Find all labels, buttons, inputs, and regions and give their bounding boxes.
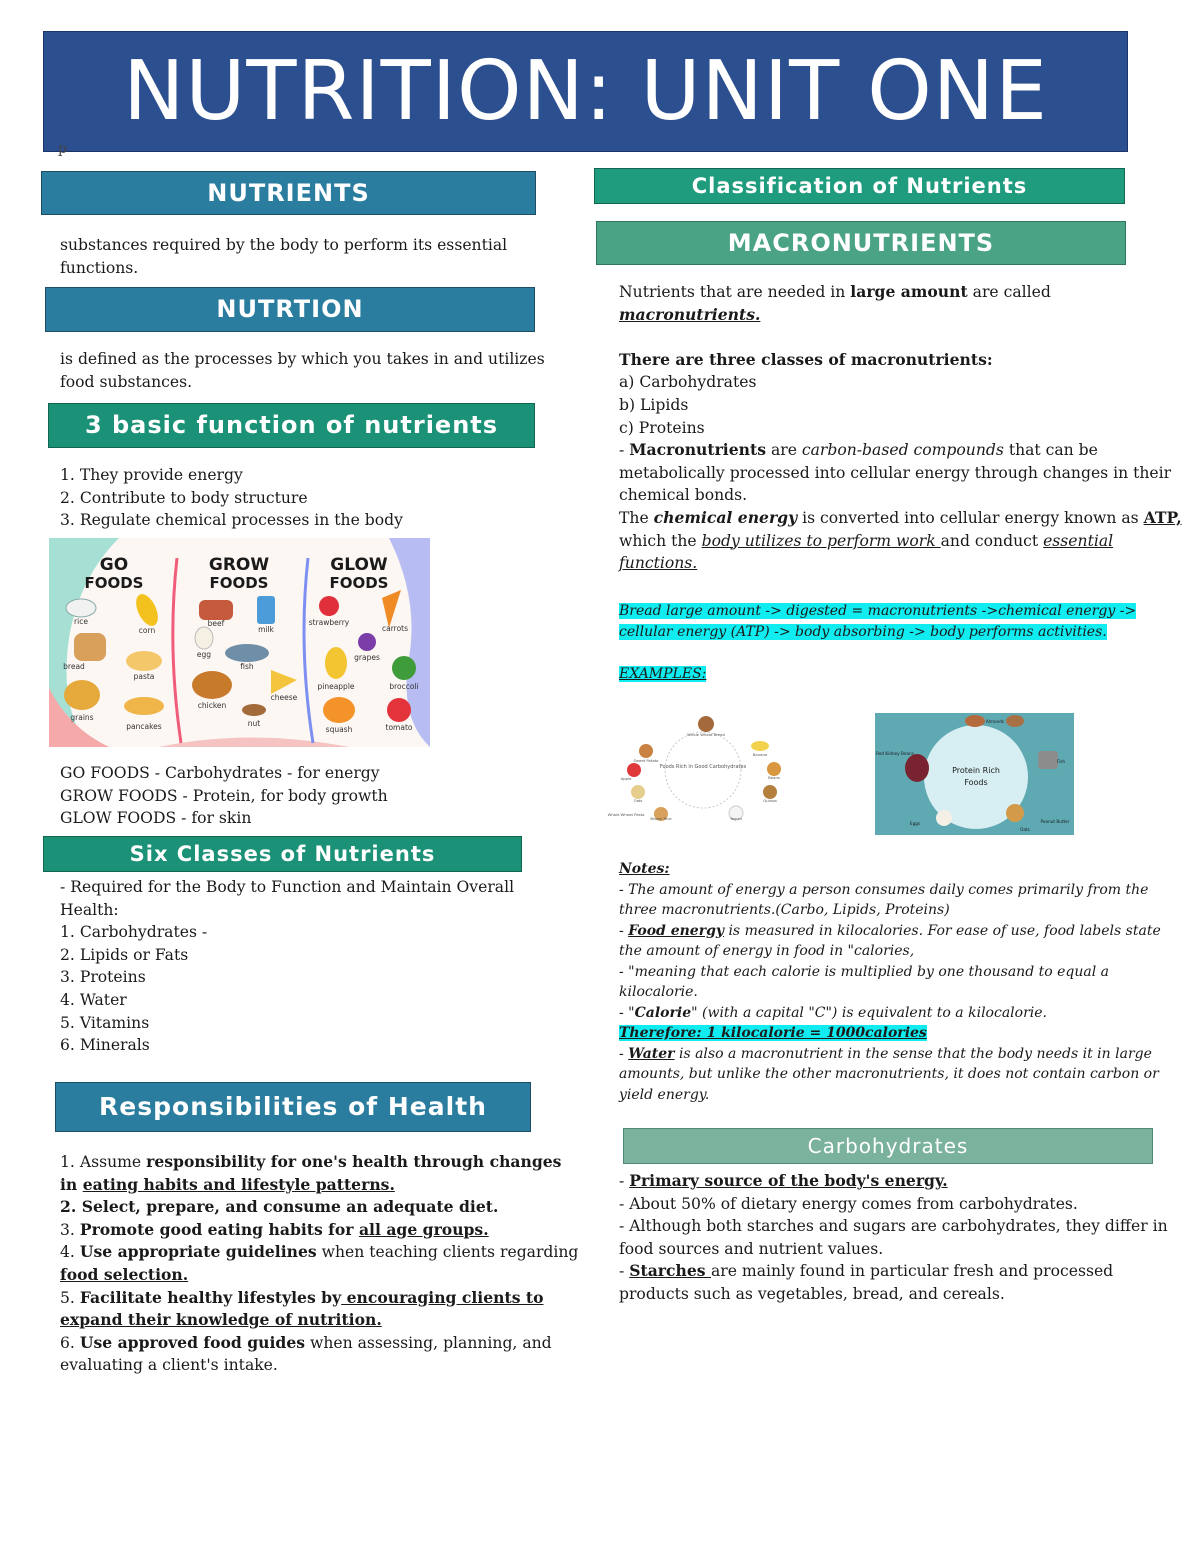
carb-food-label: Whole Wheat Bread xyxy=(687,732,725,737)
food-label: beef xyxy=(207,619,225,628)
food-label: nut xyxy=(247,719,261,728)
food-label: broccoli xyxy=(389,682,419,691)
food-label: pancakes xyxy=(126,722,162,731)
protein-food-label: Peanut Butter xyxy=(1040,819,1070,824)
carbohydrates-heading: Carbohydrates xyxy=(623,1128,1153,1164)
protein-food-label: Almonds xyxy=(985,719,1005,724)
notes-section: Notes: - The amount of energy a person consumes daily comes primarily from the three macronutrients.(Carbo, Lipids, Proteins) - Food energy is measured in kilocalories. For ease of use, food labels state the amount of energy in food in "calories, - "meaning that each calorie is multiplied by one thousand to equal a kilocalorie. - "Calorie" (with a capital "C") is equivalent to a kilocalorie. Therefore: 1 kilocalorie = 1000calories - Water is also a macronutrient in the sense that the body needs it in large amounts, but unlike the other macronutrients, it does not contain carbon or yield energy. xyxy=(619,861,1161,1103)
protein-food-label: Fish xyxy=(1056,759,1066,764)
protein-food-label: Eggs xyxy=(909,821,921,826)
carb-food-label: Brown Rice xyxy=(650,816,672,821)
list-item: b) Lipids xyxy=(619,395,689,414)
nutrition-heading: NUTRTION xyxy=(45,287,535,332)
food-label: pasta xyxy=(133,672,155,681)
protein-foods-image xyxy=(875,713,1074,835)
six-classes-list xyxy=(60,876,540,1057)
responsibilities-list xyxy=(60,1151,580,1377)
list-item: 6. Use approved food guides when assessing, planning, and evaluating a client's intake. xyxy=(60,1332,552,1375)
carb-food-label: Beans xyxy=(768,775,780,780)
list-item: 6. Minerals xyxy=(60,1036,150,1055)
list-item: 3. Proteins xyxy=(60,968,146,987)
list-item: GROW FOODS - Protein, for body growth xyxy=(60,786,388,805)
go-grow-glow-foods-image xyxy=(49,538,430,747)
carb-food-label: Quinoa xyxy=(763,798,777,803)
macronutrient-flow: Bread large amount -> digested = macronutrients ->chemical energy -> cellular energy (ATP) -> body absorbing -> body performs activities. xyxy=(619,603,1137,640)
carb-food-label: Banana xyxy=(752,752,768,757)
basic-functions-list xyxy=(60,464,403,532)
food-label: egg xyxy=(196,650,212,659)
list-item: c) Proteins xyxy=(619,418,705,437)
list-item: GO FOODS - Carbohydrates - for energy xyxy=(60,764,380,782)
list-item: 2. Lipids or Fats xyxy=(60,945,189,964)
glow-subtitle: FOODS xyxy=(329,574,389,592)
list-item: 1. They provide energy xyxy=(60,466,243,484)
food-groups-list xyxy=(60,762,388,830)
grow-subtitle: FOODS xyxy=(209,574,269,592)
list-item: 3. Promote good eating habits for all age groups. xyxy=(60,1219,489,1239)
food-label: cheese xyxy=(270,693,298,702)
go-subtitle: FOODS xyxy=(84,574,144,592)
list-item: 5. Vitamins xyxy=(60,1013,150,1032)
carbohydrates-body: - Primary source of the body's energy. - About 50% of dietary energy comes from carbohydrates. - Although both starches and sugars are carbohydrates, they differ in food sources and nutrient values. - Starches are mainly found in particular fresh and processed products such as vegetables, bread, and cereals. xyxy=(619,1171,1168,1303)
protein-center-label-1: Protein Rich xyxy=(952,766,1000,775)
responsibilities-heading: Responsibilities of Health xyxy=(55,1082,531,1132)
nutrients-heading: NUTRIENTS xyxy=(41,171,536,215)
list-item: 4. Use appropriate guidelines when teaching clients regarding food selection. xyxy=(60,1242,579,1284)
carb-food-label: Yogurt xyxy=(729,816,743,821)
list-item: 1. Carbohydrates - xyxy=(60,923,208,942)
carb-food-label: Oats xyxy=(633,798,643,803)
list-item: GLOW FOODS - for skin xyxy=(60,809,252,828)
food-label: rice xyxy=(74,617,88,626)
protein-food-label: Red Kidney Beans xyxy=(876,751,914,756)
six-classes-heading: Six Classes of Nutrients xyxy=(43,836,522,872)
food-label: squash xyxy=(325,725,353,734)
protein-center-label-2: Foods xyxy=(964,778,988,787)
list-item: 2. Contribute to body structure xyxy=(60,488,308,507)
list-item: 5. Facilitate healthy lifestyles by encouraging clients to expand their knowledge of nutrition. xyxy=(60,1287,544,1330)
macronutrients-body: Nutrients that are needed in large amount are called macronutrients. There are three classes of macronutrients: a) Carbohydrates b) Lipids c) Proteins - Macronutrients are carbon-based compounds that can be metabolically processed into cellular energy through changes in their chemical bonds. The chemical energy is converted into cellular energy known as ATP, which the body utilizes to perform work and conduct essential functions. xyxy=(619,281,1184,575)
carb-food-label: Sweet Potato xyxy=(633,758,659,763)
list-item: 3. Regulate chemical processes in the body xyxy=(60,511,403,530)
food-label: pineapple xyxy=(317,682,355,691)
food-label: chicken xyxy=(197,701,227,710)
go-title: GO xyxy=(99,555,129,575)
food-chart-svg xyxy=(49,538,430,747)
food-label: bread xyxy=(63,662,85,671)
nutrients-definition: substances required by the body to perform its essential functions. xyxy=(60,236,508,277)
classification-heading: Classification of Nutrients xyxy=(594,168,1125,204)
food-label: fish xyxy=(240,662,254,671)
nutrition-definition: is defined as the processes by which you takes in and utilizes food substances. xyxy=(60,350,545,391)
macronutrients-heading: MACRONUTRIENTS xyxy=(596,221,1126,265)
food-label: grapes xyxy=(354,653,380,662)
food-label: grains xyxy=(70,713,94,722)
examples-label: EXAMPLES: xyxy=(619,666,707,682)
list-item: 1. Assume responsibility for one's health through changes in eating habits and lifestyle patterns. xyxy=(60,1152,562,1194)
glow-title: GLOW xyxy=(330,555,388,575)
list-item: 4. Water xyxy=(60,990,127,1009)
carb-food-label: Whole Wheat Pasta xyxy=(607,812,645,817)
carbohydrate-foods-image xyxy=(607,716,790,821)
food-label: strawberry xyxy=(308,618,350,627)
stray-mark: p xyxy=(58,141,67,157)
protein-food-label: Oats xyxy=(1020,827,1030,832)
page-title: NUTRITION: UNIT ONE xyxy=(43,31,1128,152)
food-label: corn xyxy=(138,626,156,635)
six-classes-intro: - Required for the Body to Function and Maintain Overall Health: xyxy=(60,878,515,919)
carb-center-label: Foods Rich in Good Carbohydrates xyxy=(659,764,747,770)
food-label: carrots xyxy=(381,624,409,633)
list-item: 2. Select, prepare, and consume an adequate diet. xyxy=(60,1197,499,1217)
list-item: a) Carbohydrates xyxy=(619,373,757,392)
food-label: tomato xyxy=(385,723,413,732)
carb-food-label: Apple xyxy=(620,776,632,781)
food-label: milk xyxy=(258,625,274,634)
basic-functions-heading: 3 basic function of nutrients xyxy=(48,403,535,448)
grow-title: GROW xyxy=(208,555,270,575)
